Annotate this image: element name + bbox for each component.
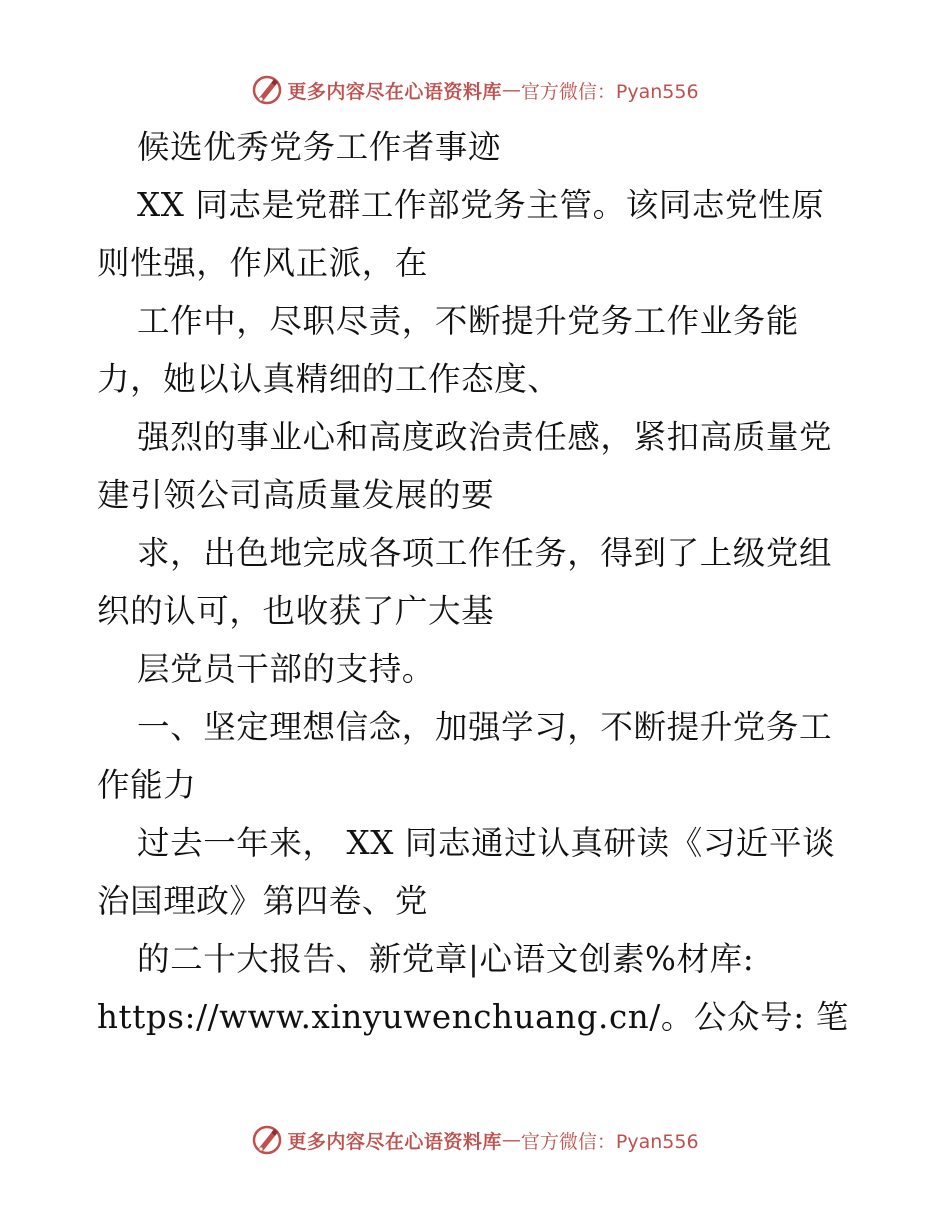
section-heading-continued: 作能力 xyxy=(97,766,197,804)
watermark-wechat: 官方微信：Pyan556 xyxy=(520,80,699,103)
section-heading: 一、坚定理想信念，加强学习，不断提升党务工 xyxy=(137,708,833,746)
paragraph-line: 的二十大报告、新党章|心语文创素%材库: xyxy=(137,940,755,978)
document-body xyxy=(97,118,857,1046)
watermark-wechat: 官方微信：Pyan556 xyxy=(520,1130,699,1153)
footer-watermark-banner xyxy=(0,1120,950,1160)
paragraph-line: 层党员干部的支持。 xyxy=(137,650,435,688)
paragraph-line: 织的认可，也收获了广大基 xyxy=(97,592,495,630)
paragraph-line: 力，她以认真精细的工作态度、 xyxy=(97,360,561,398)
pen-logo-icon xyxy=(251,74,283,106)
header-watermark-banner xyxy=(0,70,950,110)
paragraph-line: 则性强，作风正派，在 xyxy=(97,244,429,282)
paragraph-line: 求，出色地完成各项工作任务，得到了上级党组 xyxy=(137,534,833,572)
paragraph-line: 治国理政》第四卷、党 xyxy=(97,882,429,920)
paragraph-line: 过去一年来， XX 同志通过认真研读《习近平谈 xyxy=(137,824,836,862)
watermark-separator: — xyxy=(501,79,521,101)
watermark-text: 更多内容尽在心语资料库 xyxy=(287,80,502,103)
document-title: 候选优秀党务工作者事迹 xyxy=(137,128,502,166)
paragraph-line-url: https://www.xinyuwenchuang.cn/。公众号: 笔 xyxy=(97,998,849,1036)
paragraph-line: 强烈的事业心和高度政治责任感，紧扣高质量党 xyxy=(137,418,833,456)
paragraph-line: 工作中，尽职尽责，不断提升党务工作业务能 xyxy=(137,302,800,340)
paragraph-line: 建引领公司高质量发展的要 xyxy=(97,476,495,514)
paragraph-line: XX 同志是党群工作部党务主管。该同志党性原 xyxy=(137,186,825,224)
watermark-text: 更多内容尽在心语资料库 xyxy=(287,1130,502,1153)
watermark-separator: — xyxy=(501,1129,521,1151)
pen-logo-icon xyxy=(251,1124,283,1156)
